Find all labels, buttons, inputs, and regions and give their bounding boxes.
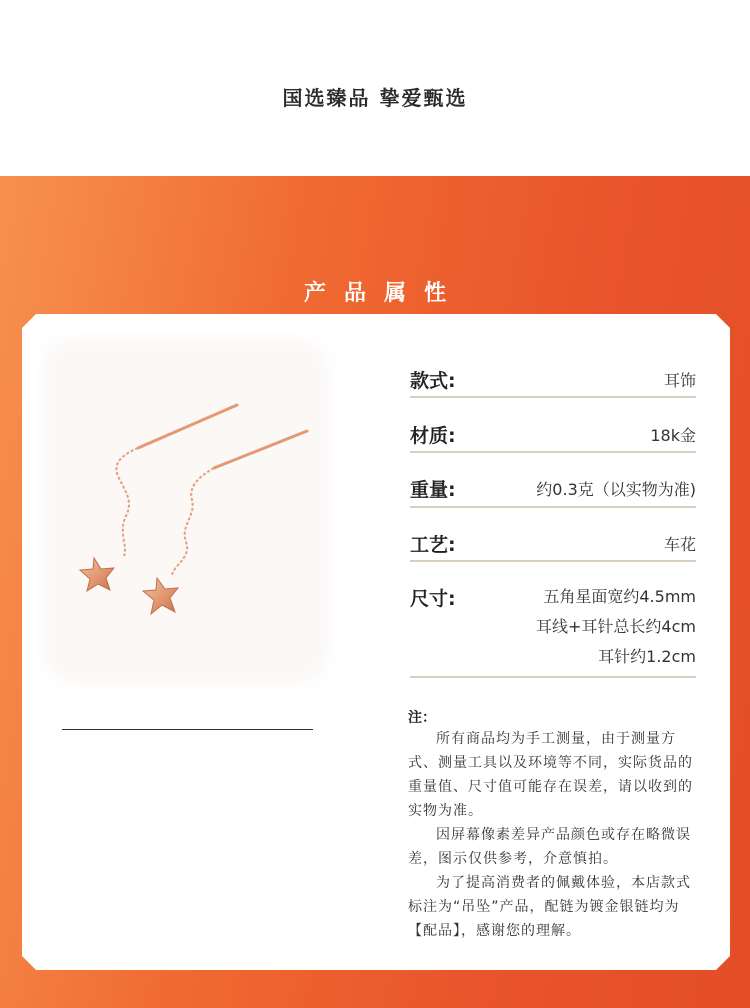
brand-slogan: 国选臻品 挚爱甄选 [282, 86, 468, 110]
property-row-style [410, 366, 696, 398]
note-body [408, 727, 698, 943]
property-value: 18k金 [650, 426, 696, 445]
property-row-craft [410, 530, 696, 562]
property-value: 车花 [663, 535, 696, 554]
section-title: 产品属性 [303, 281, 464, 306]
size-line: 耳针约1.2cm [598, 647, 696, 666]
property-row-weight [410, 475, 696, 508]
top-banner [0, 0, 750, 176]
property-row-material [410, 421, 696, 453]
photo-divider [62, 729, 313, 730]
property-label: 重量: [410, 479, 456, 501]
star-earrings-image [54, 350, 318, 672]
property-label: 材质: [410, 425, 456, 447]
note-heading: 注： [408, 710, 436, 726]
size-line: 耳线+耳针总长约4cm [536, 617, 696, 636]
product-photo [54, 350, 318, 672]
property-row-size [410, 584, 696, 678]
property-label: 工艺: [410, 534, 456, 556]
property-label: 款式: [410, 370, 456, 392]
note-paragraph: 为了提高消费者的佩戴体验，本店款式标注为“吊坠”产品，配链为镀金银链均为【配品】，感谢您的理解。 [408, 875, 691, 939]
note-paragraph: 因屏幕像素差异产品颜色或存在略微误差，图示仅供参考，介意慎拍。 [408, 827, 691, 867]
property-value: 约0.3克（以实物为准) [536, 480, 696, 499]
property-value: 耳饰 [663, 371, 696, 390]
property-label: 尺寸: [410, 588, 456, 610]
note-paragraph: 所有商品均为手工测量，由于测量方式、测量工具以及环境等不同，实际货品的重量值、尺寸值可能存在误差，请以收到的实物为准。 [408, 731, 693, 819]
property-value-list [536, 582, 696, 672]
size-line: 五角星面宽约4.5mm [543, 587, 696, 606]
